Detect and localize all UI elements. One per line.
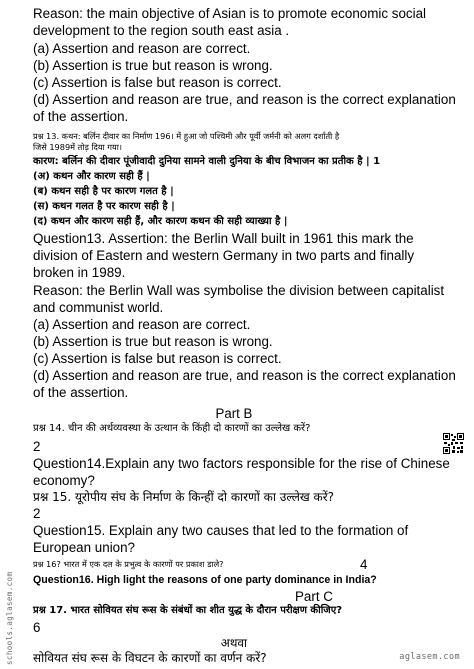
- question-13-hindi-reason: कारण: बर्लिन की दीवार पूंजीवादी दुनिया सामने वाली दुनिया के बीच विभाजन का प्रतीक है | 1: [33, 156, 381, 167]
- text-line: of the assertion.: [33, 109, 129, 124]
- option-c: (c) Assertion is false but reason is correct.: [33, 75, 282, 90]
- question-16-english: Question16. High light the reasons of one party dominance in India?: [33, 574, 377, 586]
- question-13-reason: Reason: the Berlin Wall was symbolise the division between capitalist: [33, 283, 445, 298]
- question-13-english: division of Eastern and western Germany in two parts and finally: [33, 248, 415, 263]
- option-d-hindi: (द) कथन और कारण सही हैं, और कारण कथन की सही व्याख्या है |: [33, 216, 288, 227]
- question-14-english: economy?: [33, 473, 95, 488]
- question-13-english: Question13. Assertion: the Berlin Wall built in 1961 this mark the: [33, 231, 414, 246]
- option-b-hindi: (ब) कथन सही है पर कारण गलत है |: [33, 186, 174, 197]
- question-15-hindi: प्रश्न 15. यूरोपीय संघ के निर्माण के किन्हीं दो कारणों का उल्लेख करें?: [33, 490, 335, 504]
- text-line: of the assertion.: [33, 385, 129, 400]
- section-heading-part-c: Part C: [295, 589, 333, 604]
- text-line: Reason: the main objective of Asian is to promote economic social: [33, 6, 426, 21]
- option-d: (d) Assertion and reason are true, and reason is the correct explanation: [33, 92, 456, 107]
- option-a: (a) Assertion and reason are correct.: [33, 317, 251, 332]
- option-d: (d) Assertion and reason are true, and reason is the correct explanation: [33, 368, 456, 383]
- qr-code-icon: [443, 433, 464, 454]
- question-15-english: European union?: [33, 540, 136, 555]
- section-heading-part-b: Part B: [215, 406, 253, 421]
- footer-link[interactable]: aglasem.com: [399, 652, 460, 662]
- question-14-hindi: प्रश्न 14. चीन की अर्थव्यवस्था के उत्थान के किंही दो कारणों का उल्लेख करें?: [33, 423, 311, 434]
- question-13-hindi: प्रश्न 13. कथन: बर्लिन दीवार का निर्माण 196। में हुआ जो पश्चिमी और पूर्वी जर्मनी को अलग दर्शाती है: [33, 131, 340, 141]
- question-16-hindi: प्रश्न 16? भारत में एक दल के प्रभुत्व के कारणों पर प्रकाश डाले?: [33, 559, 224, 569]
- question-14-english: Question14.Explain any two factors responsible for the rise of Chinese: [33, 456, 450, 471]
- option-c-hindi: (स) कथन गलत है पर कारण सही है |: [33, 201, 175, 212]
- question-13-english: broken in 1989.: [33, 265, 126, 280]
- marks: 2: [33, 506, 41, 521]
- option-b: (b) Assertion is true but reason is wrong.: [33, 334, 273, 349]
- watermark: [5, 545, 15, 665]
- question-17-hindi: प्रश्न 17. भारत सोवियत संघ रूस के संबंधों का शीत युद्ध के दौरान परीक्षण कीजिए?: [33, 605, 343, 616]
- text-line: development to the region south east asia .: [33, 23, 290, 38]
- option-c: (c) Assertion is false but reason is correct.: [33, 351, 282, 366]
- question-13-hindi: जिसे 1989में तोड़ दिया गया।: [33, 142, 122, 152]
- marks: 6: [33, 620, 41, 635]
- question-13-reason: and communist world.: [33, 300, 164, 315]
- question-15-english: Question15. Explain any two causes that led to the formation of: [33, 523, 409, 538]
- watermark-text: schools.aglasem.com: [5, 571, 14, 665]
- or-divider: अथवा: [220, 636, 248, 650]
- question-17-alternative: सोवियत संघ रूस के विघटन के कारणों का वर्णन करें?: [33, 651, 267, 665]
- option-a-hindi: (अ) कथन और कारण सही हैं |: [33, 171, 150, 182]
- option-a: (a) Assertion and reason are correct.: [33, 41, 251, 56]
- marks: 2: [33, 439, 41, 454]
- option-b: (b) Assertion is true but reason is wrong.: [33, 58, 273, 73]
- marks: 4: [360, 557, 368, 572]
